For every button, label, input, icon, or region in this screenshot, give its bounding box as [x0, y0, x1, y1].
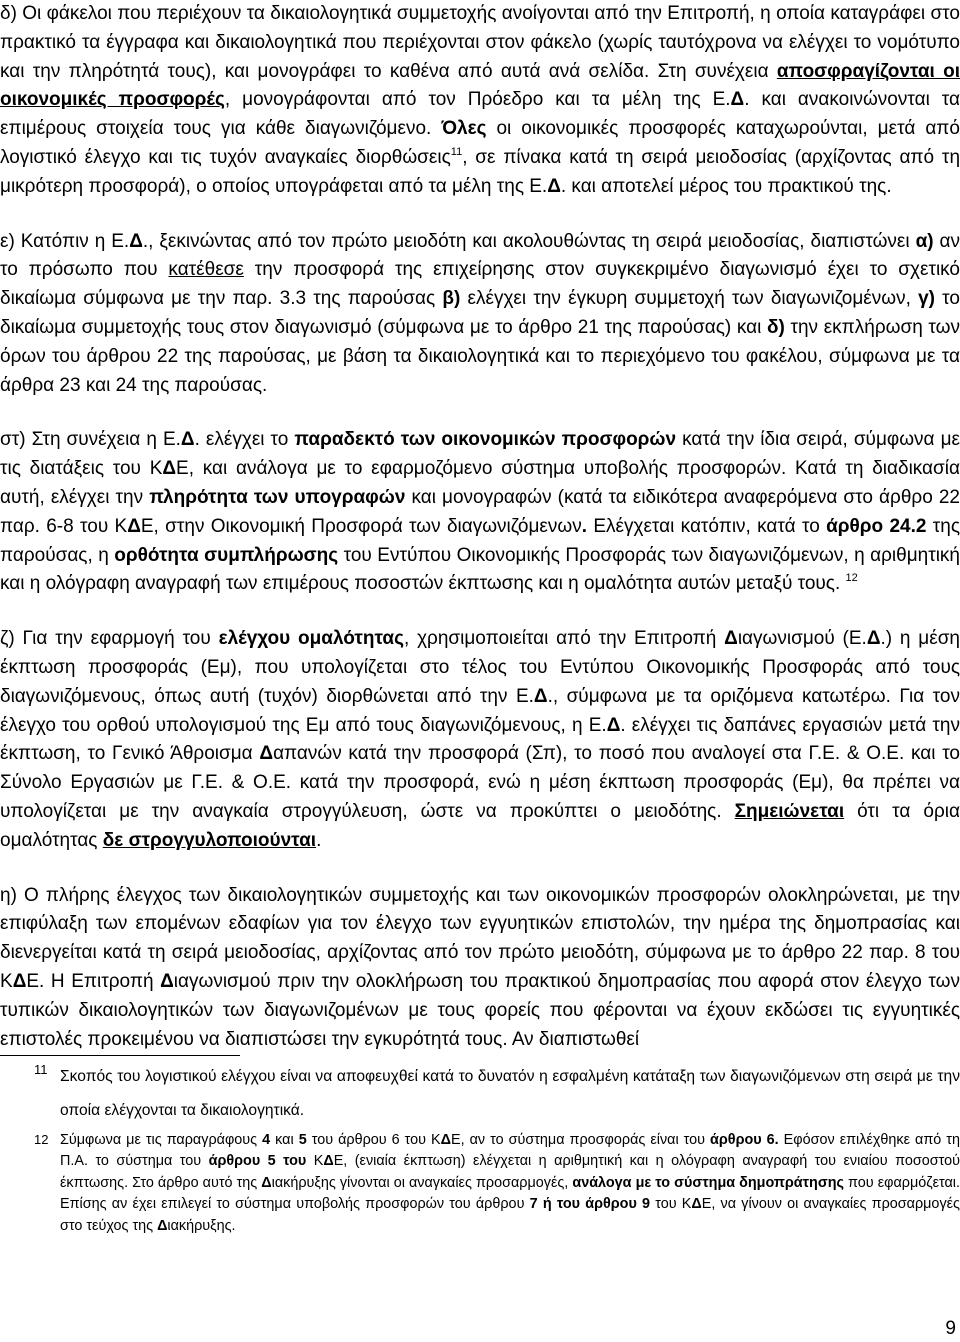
text-run: άρθρου 6. — [710, 1132, 779, 1148]
paragraph-epsilon — [0, 228, 960, 401]
text-run: .) η μέση έκπτωση προσφοράς (Εμ), που υπολογίζεται στο τέλος του Εντύπου Οικονομικής Προσφοράς από τους διαγωνιζόμενους, όπως αυτή (τυχόν) διορθώνεται από την Ε. — [0, 628, 960, 707]
text-run: β) — [442, 288, 461, 310]
text-run: παραδεκτό των οικονομικών προσφορών — [294, 429, 677, 451]
text-run: . ελέγχει το — [194, 429, 295, 451]
text-run: Ε, αν το σύστημα προσφοράς είναι του — [450, 1132, 711, 1148]
text-run: . και ανακοινώνονται τα επιμέρους στοιχεία τους για κάθε διαγωνιζόμενο. — [0, 89, 960, 140]
text-run: Δ — [866, 628, 881, 650]
text-run: Σύμφωνα με τις παραγράφους — [60, 1132, 263, 1148]
footnote-number: 11 — [34, 1062, 48, 1077]
text-run: Κ — [306, 1153, 324, 1170]
text-run: Δ — [323, 1153, 334, 1170]
text-run: Δ — [160, 970, 174, 992]
text-run: , μονογράφονται από τον Πρόεδρο και τα μέλη της Ε. — [224, 89, 731, 111]
text-run: ή του άρθρου 9 — [542, 1196, 651, 1213]
text-run: , χρησιμοποιείται από την Επιτροπή — [403, 628, 725, 650]
text-run: δ) Οι φάκελοι που περιέχουν τα δικαιολογητικά συμμετοχής ανοίγονται από την Επιτροπή, η οποία καταγράφει στο πρακτικό τα έγγραφα και δικαιολογητικά που περιέχονται στον φάκελο (χωρίς ταυτόχρονα να ελέγχει το νομότυπο και την πληρότητά τους), και μονογράφει το καθένα από αυτά ανά σελίδα. Στη συνέχεια — [0, 3, 960, 82]
text-run: ε) Κατόπιν η Ε. — [0, 230, 130, 252]
paragraph-st — [0, 426, 960, 599]
text-run: αν το πρόσωπο που — [0, 230, 960, 281]
text-run: Δ — [157, 1217, 168, 1234]
text-run: 7 — [529, 1196, 538, 1213]
text-run: την προσφορά της επιχείρησης στον συγκεκριμένο διαγωνισμό έχει το σχετικό δικαίωμα σύμφωνα με την παρ. 3.3 της παρούσας — [0, 259, 960, 310]
text-run: Δ — [606, 714, 621, 736]
text-run: ότι τα όρια ομαλότητας — [0, 800, 960, 851]
text-run: Ε, και ανάλογα με το εφαρμοζόμενο σύστημα υποβολής προσφορών. Κατά τη διαδικασία αυτή, ελέγχει την — [0, 458, 960, 508]
text-run: του Κ — [650, 1196, 692, 1213]
text-run: ., ξεκινώντας από τον πρώτο μειοδότη και ακολουθώντας τη σειρά μειοδοσίας, διαπιστώνει — [142, 230, 916, 252]
text-run: Δ — [259, 743, 274, 765]
text-run: Εφόσον επιλέχθηκε από τη Π.Α. το σύστημα του — [60, 1132, 960, 1170]
text-run: Σκοπός του λογιστικού ελέγχου είναι να αποφευχθεί κατά το δυνατόν η εσφαλμένη κατάταξη των διαγωνιζόμενων στη σειρά με την οποία ελέγχονται τα δικαιολογητικά. — [60, 1068, 960, 1119]
text-run: άρθρο 24.2 — [826, 515, 927, 537]
text-run: Ε, (ενιαία έκπτωση) ελέγχεται η αριθμητική και η ολόγραφη αναγραφή του ενιαίου ποσοστού έκπτωσης. Στο άρθρο αυτό της — [60, 1153, 960, 1191]
text-run: Ελέγχεται κατόπιν, κατά το — [587, 515, 827, 537]
text-run: του Εντύπου Οικονομικής Προσφοράς των διαγωνιζόμενων, η αριθμητική και η ολόγραφη αναγραφή των επιμέρους ποσοστών έκπτωσης και η ομαλότητα αυτών μεταξύ τους. — [0, 544, 960, 595]
text-run: Δ — [162, 458, 177, 480]
text-run: και — [270, 1132, 299, 1148]
text-run: , σε πίνακα κατά τη σειρά μειοδοσίας (αρχίζοντας από τη μικρότερη προσφορά), ο οποίος υπογράφεται από τα μέλη της Ε. — [0, 146, 960, 197]
text-run: η) Ο πλήρης έλεγχος των δικαιολογητικών συμμετοχής και των οικονομικών προσφορών ολοκληρώνεται, με την επιφύλαξη των επομένων εδαφίων για τον έλεγχο των εγγυητικών επιστολών, την ημέρα της δημοπρασίας και διενεργείται κατά τη σειρά μειοδοσίας, αρχίζοντας από τον πρώτο μειοδότη, σύμφωνα με το άρθρο 22 παρ. 8 του Κ — [0, 884, 960, 992]
text-run: ιακήρυξης γίνονται οι αναγκαίες προσαρμογές, — [271, 1174, 573, 1191]
text-run: ., σύμφωνα με τα οριζόμενα κατωτέρω. Για τον έλεγχο του ορθού υπολογισμού της Εμ από τους διαγωνιζόμενους, η Ε. — [0, 685, 960, 736]
text-run: ελέγχου ομαλότητας — [218, 628, 404, 650]
text-run: πληρότητα των υπογραφών — [149, 486, 406, 508]
text-run: της παρούσας, η — [0, 515, 960, 566]
text-run: αποσφραγίζονται οι οικονομικές προσφορές — [0, 60, 960, 111]
text-run: Δ — [129, 230, 143, 252]
text-run: ιακήρυξης. — [167, 1217, 236, 1234]
text-run: την εκπλήρωση των όρων του άρθρου 22 της παρούσας, με βάση τα δικαιολογητικά και το περιεχόμενο του φακέλου, σύμφωνα με τα άρθρα 23 και 24 της παρούσας. — [0, 316, 960, 396]
text-run: ιαγωνισμού (Ε. — [737, 628, 867, 650]
paragraph-delta — [0, 0, 960, 202]
text-run: . — [316, 829, 322, 851]
footnote-11 — [0, 1060, 960, 1128]
paragraph-eta — [0, 882, 960, 1055]
footnote-ref: 11 — [450, 145, 463, 158]
text-run: . και αποτελεί μέρος του πρακτικού της. — [560, 175, 892, 197]
text-run: και μονογραφών (κατά τα ειδικότερα αναφερόμενα στο άρθρο 22 παρ. 6-8 του Κ — [0, 486, 960, 537]
text-run: 5 — [298, 1132, 307, 1148]
page-number: 9 — [945, 1318, 956, 1339]
text-run: στ) Στη συνέχεια η Ε. — [0, 429, 181, 451]
footnote-text — [60, 1130, 960, 1237]
text-run: το δικαίωμα συμμετοχής τους στον διαγωνισμό (σύμφωνα με το άρθρο 21 της παρούσας) και — [0, 288, 960, 338]
text-run: 4 — [262, 1132, 271, 1148]
footnote-number: 12 — [34, 1132, 49, 1147]
text-run: ζ) Για την εφαρμογή του — [0, 628, 219, 650]
text-run: ανάλογα με το σύστημα δημοπράτησης — [572, 1174, 844, 1191]
text-run: Δ — [261, 1174, 272, 1191]
text-run: άρθρου 5 του — [208, 1153, 307, 1170]
text-run: . ελέγχει τις δαπάνες εργασιών μετά την έκπτωση, το Γενικό Άθροισμα — [0, 714, 960, 765]
text-run: Ε, να γίνουν οι αναγκαίες προσαρμογές στο τεύχος της — [60, 1196, 960, 1234]
text-run: Δ — [180, 429, 195, 451]
text-run: ορθότητα συμπλήρωσης — [114, 544, 339, 566]
text-run: οι οικονομικές προσφορές καταχωρούνται, μετά από λογιστικό έλεγχο και τις τυχόν αναγκαίες διορθώσεις — [0, 118, 960, 168]
text-run: Δ — [533, 685, 548, 707]
text-run: κατά την ίδια σειρά, σύμφωνα με τις διατάξεις του Κ — [0, 429, 960, 480]
text-run: ελέγχει την έγκυρη συμμετοχή των διαγωνιζομένων, — [460, 288, 919, 310]
text-run: ιαγωνισμού πριν την ολοκλήρωση του πρακτικού δημοπρασίας που αφορά στον έλεγχο των τυπικών δικαιολογητικών των διαγωνιζομένων με τους φορείς που φέρονται να έχουν εκδώσει τις εγγυητικές επιστολές προκειμένου να διαπιστώσει την εγκυρότητά τους. Αν διαπιστωθεί — [0, 970, 960, 1050]
footnote-ref: 12 — [845, 572, 858, 585]
text-run: Δ — [127, 515, 141, 537]
text-run: κατέθεσε — [168, 259, 244, 281]
footnote-text — [60, 1060, 960, 1128]
text-run: δ) — [766, 316, 785, 338]
text-run: Δ — [12, 970, 27, 992]
paragraph-zeta — [0, 625, 960, 855]
text-run: Δ — [440, 1132, 451, 1148]
text-run: Όλες — [441, 118, 487, 140]
text-run: που εφαρμόζεται. Επίσης αν έχει επιλεγεί το σύστημα υποβολής προσφορών του άρθρου — [60, 1174, 960, 1213]
text-run: γ) — [918, 288, 935, 310]
footnote-12 — [0, 1130, 960, 1237]
text-run: απανών κατά την προσφορά (Σπ), το ποσό που αναλογεί στα Γ.Ε. & Ο.Ε. και το Σύνολο Εργασιών με Γ.Ε. & Ο.Ε. κατά την προσφορά, ενώ η μέση έκπτωση προσφοράς (Εμ), θα πρέπει να υπολογίζεται με την αναγκαία στρογγύλευση, ώστε να προκύπτει ο μειοδότης. — [0, 743, 960, 822]
text-run: Ε, στην Οικονομική Προσφορά των διαγωνιζόμενων — [140, 515, 582, 537]
text-run: α) — [915, 230, 934, 252]
text-run: . — [581, 515, 587, 537]
text-run: του άρθρου 6 του Κ — [306, 1132, 441, 1148]
text-run: Σημειώνεται — [734, 800, 845, 822]
text-run: Δ — [691, 1196, 702, 1213]
text-run: Δ — [724, 628, 738, 650]
footnote-separator — [0, 1055, 240, 1056]
text-run: Δ — [730, 89, 745, 111]
text-run: Δ — [547, 175, 561, 197]
text-run: Ε. Η Επιτροπή — [26, 970, 161, 992]
text-run: δε στρογγυλοποιούνται — [102, 829, 317, 851]
